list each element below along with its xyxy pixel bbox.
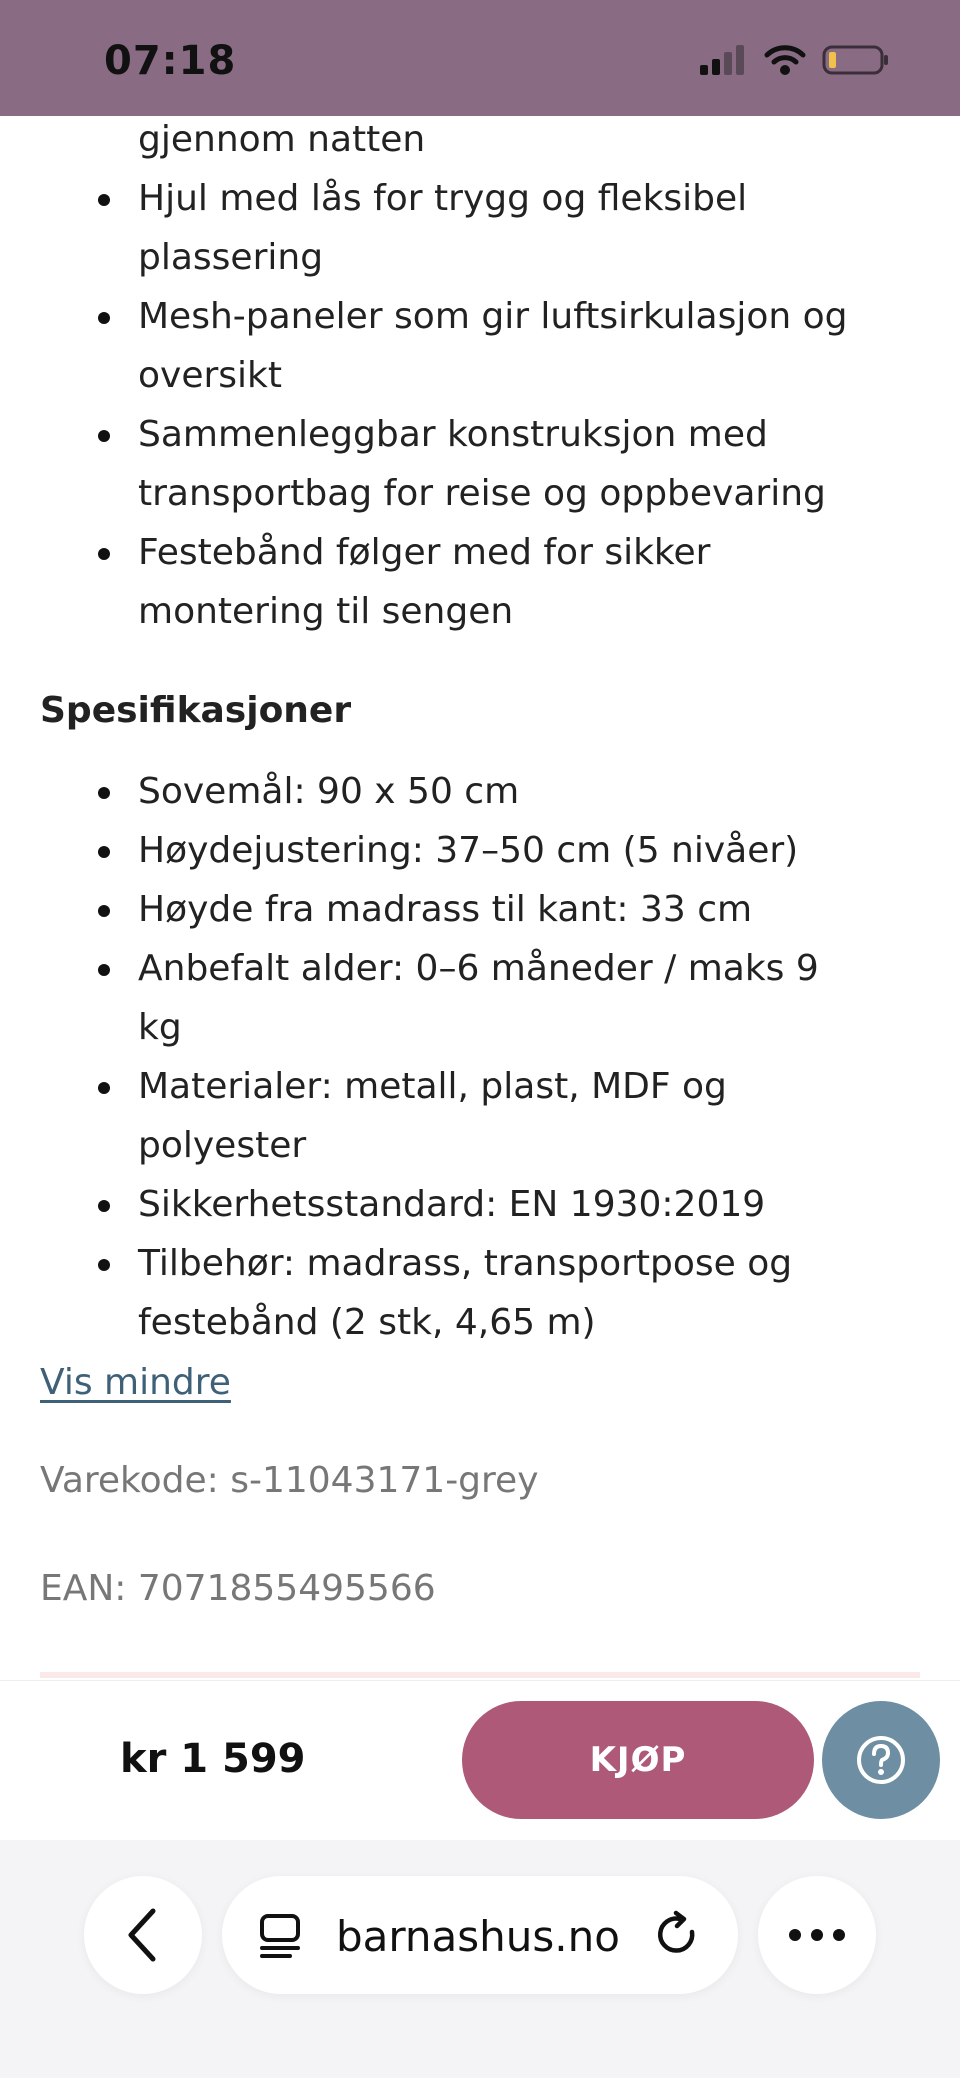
feature-list (0, 110, 960, 641)
bullet-dot (98, 964, 110, 976)
feature-item (0, 287, 960, 405)
spec-text: festebånd (2 stk, 4,65 m) (138, 1302, 596, 1343)
reload-icon[interactable] (654, 1910, 702, 1960)
spec-item (0, 821, 960, 880)
spec-item (0, 1057, 960, 1175)
feature-text: gjennom natten (138, 119, 426, 160)
bullet-dot (98, 312, 110, 324)
browser-toolbar (0, 1840, 960, 2078)
chevron-left-icon (123, 1907, 163, 1963)
status-icons (700, 44, 890, 76)
feature-text: plassering (138, 237, 324, 278)
buy-bar (0, 1680, 960, 1841)
ellipsis-icon (787, 1928, 847, 1942)
feature-text: Sammenleggbar konstruksjon med (138, 414, 768, 455)
bullet-dot (98, 1082, 110, 1094)
spec-text: Sikkerhetsstandard: EN 1930:2019 (138, 1184, 766, 1225)
bullet-dot (98, 548, 110, 560)
bullet-dot (98, 1200, 110, 1212)
url-text: barnashus.no (336, 1912, 620, 1961)
show-less-link[interactable]: Vis mindre (40, 1362, 231, 1403)
bullet-dot (98, 194, 110, 206)
specifications-list (0, 762, 960, 1352)
bullet-dot (98, 846, 110, 858)
spec-item (0, 939, 960, 1057)
bullet-dot (98, 430, 110, 442)
more-options-button[interactable] (758, 1876, 876, 1994)
spec-text: Høyde fra madrass til kant: 33 cm (138, 889, 753, 930)
address-bar[interactable] (222, 1876, 738, 1994)
spec-text: Tilbehør: madrass, transportpose og (138, 1243, 793, 1284)
status-bar (0, 0, 960, 116)
feature-text: Festebånd følger med for sikker (138, 532, 711, 573)
bullet-dot (98, 787, 110, 799)
spec-text: polyester (138, 1125, 307, 1166)
spec-text: Sovemål: 90 x 50 cm (138, 771, 520, 812)
spec-text: Anbefalt alder: 0–6 måneder / maks 9 (138, 948, 819, 989)
divider (40, 1672, 920, 1678)
feature-item (0, 405, 960, 523)
spec-text: Høydejustering: 37–50 cm (5 nivåer) (138, 830, 799, 871)
product-code: Varekode: s-11043171-grey (40, 1460, 539, 1501)
buy-button[interactable]: KJØP (462, 1701, 814, 1819)
cellular-signal-icon (700, 45, 748, 75)
feature-text: Hjul med lås for trygg og fleksibel (138, 178, 748, 219)
feature-text: Mesh-paneler som gir luftsirkulasjon og (138, 296, 848, 337)
back-button[interactable] (84, 1876, 202, 1994)
spec-item (0, 762, 960, 821)
feature-text: oversikt (138, 355, 282, 396)
help-button[interactable] (822, 1701, 940, 1819)
spec-item (0, 880, 960, 939)
specifications-heading: Spesifikasjoner (40, 690, 352, 731)
spec-text: Materialer: metall, plast, MDF og (138, 1066, 727, 1107)
bullet-dot (98, 1259, 110, 1271)
help-icon (855, 1734, 907, 1786)
price: kr 1 599 (120, 1736, 306, 1782)
spec-item (0, 1175, 960, 1234)
status-time: 07:18 (104, 38, 237, 84)
ean-code: EAN: 7071855495566 (40, 1568, 436, 1609)
spec-item (0, 1234, 960, 1352)
tab-switcher-icon (258, 1912, 304, 1960)
spec-text: kg (138, 1007, 182, 1048)
battery-icon (822, 44, 890, 76)
feature-item (0, 169, 960, 287)
feature-item (0, 523, 960, 641)
feature-text: montering til sengen (138, 591, 514, 632)
bullet-dot (98, 905, 110, 917)
feature-item (0, 110, 960, 169)
feature-text: transportbag for reise og oppbevaring (138, 473, 826, 514)
wifi-icon (764, 44, 806, 76)
